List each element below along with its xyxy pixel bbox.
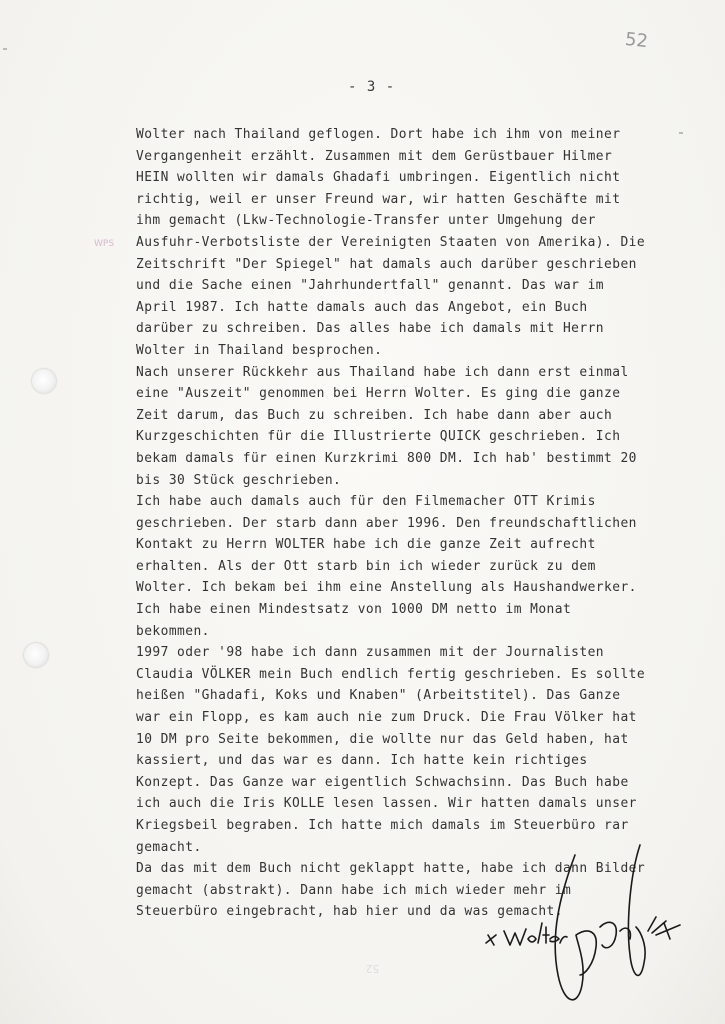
text-line: richtig, weil er unser Freund war, wir hatten Geschäfte mit — [136, 191, 621, 207]
text-line: Ausfuhr-Verbotsliste der Vereinigten Staaten von Amerika). Die — [136, 234, 646, 250]
text-line: bis 30 Stück geschrieben. — [136, 472, 342, 488]
text-line: Ich habe einen Mindestsatz von 1000 DM netto im Monat — [136, 602, 572, 618]
punch-hole-icon — [24, 643, 48, 667]
text-line: Wolter nach Thailand geflogen. Dort habe ich ihm von meiner — [136, 127, 621, 142]
text-line: gemacht (abstrakt). Dann habe ich mich wieder mehr im — [136, 882, 572, 898]
text-line: Wolter in Thailand besprochen. — [136, 342, 383, 358]
text-line: 1997 oder '98 habe ich dann zusammen mit der Journalisten — [136, 645, 605, 661]
text-line: Claudia VÖLKER mein Buch endlich fertig geschrieben. Es sollte — [136, 666, 646, 682]
text-line: bekommen. — [136, 623, 210, 639]
text-line: darüber zu schreiben. Das alles habe ich damals mit Herrn — [136, 321, 605, 337]
text-line: erhalten. Als der Ott starb bin ich wieder zurück zu dem — [136, 558, 596, 574]
pencil-annotation: WPS — [94, 239, 115, 249]
text-line: Zeit darum, das Buch zu schreiben. Ich habe dann aber auch — [136, 407, 613, 423]
text-line: Kriegsbeil begraben. Ich hatte mich damals im Steuerbüro rar — [136, 818, 629, 833]
text-line: Konzept. Das Ganze war eigentlich Schwachsinn. Das Buch habe — [136, 774, 629, 790]
text-line: Kurzgeschichten für die Illustrierte QUICK geschrieben. Ich — [136, 429, 621, 445]
page-number: - 3 - — [348, 79, 396, 95]
text-line: HEIN wollten wir damals Ghadafi umbringen. Eigentlich nicht — [136, 170, 621, 186]
text-line: bekam damals für einen Kurzkrimi 800 DM. Ich hab' bestimmt 20 — [136, 450, 637, 466]
bleed-through-number: 52 — [366, 962, 380, 975]
text-line: und die Sache einen "Jahrhundertfall" genannt. Das war im — [136, 278, 605, 294]
handwritten-signature — [480, 835, 690, 1015]
text-line: geschrieben. Der starb dann aber 1996. Den freundschaftlichen — [136, 515, 637, 531]
text-line: kassiert, und das war es dann. Ich hatte kein richtiges — [136, 753, 588, 769]
text-line: Wolter. Ich bekam bei ihm eine Anstellung als Haushandwerker. — [136, 580, 637, 596]
corner-page-annotation: 52 — [623, 28, 649, 53]
text-line: war ein Flopp, es kam auch nie zum Druck. Die Frau Völker hat — [136, 710, 637, 726]
body-text — [136, 124, 696, 923]
text-line: Kontakt zu Herrn WOLTER habe ich die ganze Zeit aufrecht — [136, 537, 596, 553]
text-line: Vergangenheit erzählt. Zusammen mit dem Gerüstbauer Hilmer — [136, 148, 613, 164]
edge-mark — [3, 48, 7, 50]
text-line: Zeitschrift "Der Spiegel" hat damals auch darüber geschrieben — [136, 256, 637, 272]
text-line: Da das mit dem Buch nicht geklappt hatte, habe ich dann Bilder — [136, 861, 646, 877]
text-line: Nach unserer Rückkehr aus Thailand habe ich dann erst einmal — [136, 364, 629, 380]
text-line: Steuerbüro eingebracht, hab hier und da was gemacht. — [136, 904, 563, 920]
text-line: gemacht. — [136, 839, 202, 855]
text-line: ihm gemacht (Lkw-Technologie-Transfer unter Umgehung der — [136, 213, 596, 229]
punch-hole-icon — [32, 369, 56, 393]
text-line: heißen "Ghadafi, Koks und Knaben" (Arbeitstitel). Das Ganze — [136, 688, 621, 704]
text-line: April 1987. Ich hatte damals auch das Angebot, ein Buch — [136, 299, 588, 315]
text-line: Ich habe auch damals auch für den Filmemacher OTT Krimis — [136, 494, 596, 510]
text-line: 10 DM pro Seite bekommen, die wollte nur das Geld haben, hat — [136, 731, 629, 747]
text-line: ich auch die Iris KOLLE lesen lassen. Wir hatten damals unser — [136, 796, 637, 812]
text-line: eine "Auszeit" genommen bei Herrn Wolter. Es ging die ganze — [136, 386, 621, 402]
